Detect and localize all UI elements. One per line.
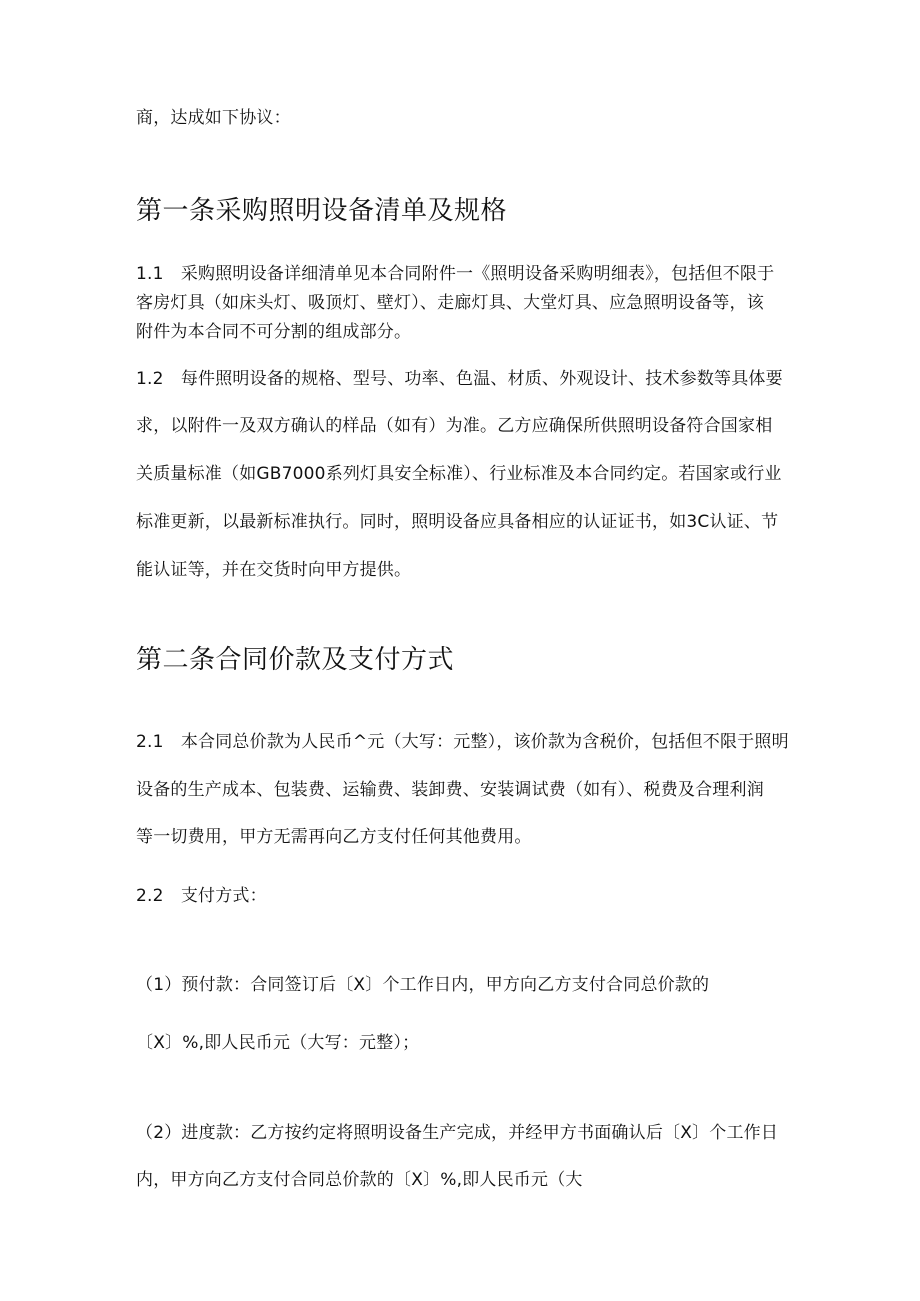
- section1-heading: 第一条采购照明设备清单及规格: [136, 196, 508, 226]
- para-1-2-line-4: 标准更新，以最新标准执行。同时，照明设备应具备相应的认证证书，如3C认证、节: [136, 512, 779, 532]
- para-1-2-line-1: 1.2 每件照明设备的规格、型号、功率、色温、材质、外观设计、技术参数等具体要: [136, 369, 783, 389]
- item-2-line-1: （2）进度款：乙方按约定将照明设备生产完成，并经甲方书面确认后〔X〕个工作日: [136, 1123, 779, 1143]
- para-2-1-line-2: 设备的生产成本、包装费、运输费、装卸费、安装调试费（如有）、税费及合理利润: [136, 780, 764, 800]
- para-1-2-line-3: 关质量标准（如GB7000系列灯具安全标准）、行业标准及本合同约定。若国家或行业: [136, 464, 782, 484]
- para-1-2-line-2: 求，以附件一及双方确认的样品（如有）为准。乙方应确保所供照明设备符合国家相: [136, 416, 773, 436]
- para-2-1-line-1: 2.1 本合同总价款为人民币^元（大写：元整），该价款为含税价，包括但不限于照明: [136, 732, 789, 752]
- intro-text: 商，达成如下协议：: [136, 108, 291, 128]
- para-1-1-line-3: 附件为本合同不可分割的组成部分。: [136, 322, 412, 342]
- item-1-line-1: （1）预付款：合同签订后〔X〕个工作日内，甲方向乙方支付合同总价款的: [136, 975, 710, 995]
- para-1-1-line-2: 客房灯具（如床头灯、吸顶灯、壁灯）、走廊灯具、大堂灯具、应急照明设备等，该: [136, 293, 764, 313]
- para-2-1-line-3: 等一切费用，甲方无需再向乙方支付任何其他费用。: [136, 827, 532, 847]
- item-2-line-2: 内，甲方向乙方支付合同总价款的〔X〕%,即人民币元（大: [136, 1170, 583, 1190]
- section2-heading: 第二条合同价款及支付方式: [136, 645, 455, 675]
- para-1-2-line-5: 能认证等，并在交货时向甲方提供。: [136, 560, 412, 580]
- para-2-2-label: 2.2 支付方式：: [136, 886, 267, 906]
- item-1-line-2: 〔X〕%,即人民币元（大写：元整）；: [136, 1033, 420, 1053]
- para-1-1-line-1: 1.1 采购照明设备详细清单见本合同附件一《照明设备采购明细表》，包括但不限于: [136, 264, 775, 284]
